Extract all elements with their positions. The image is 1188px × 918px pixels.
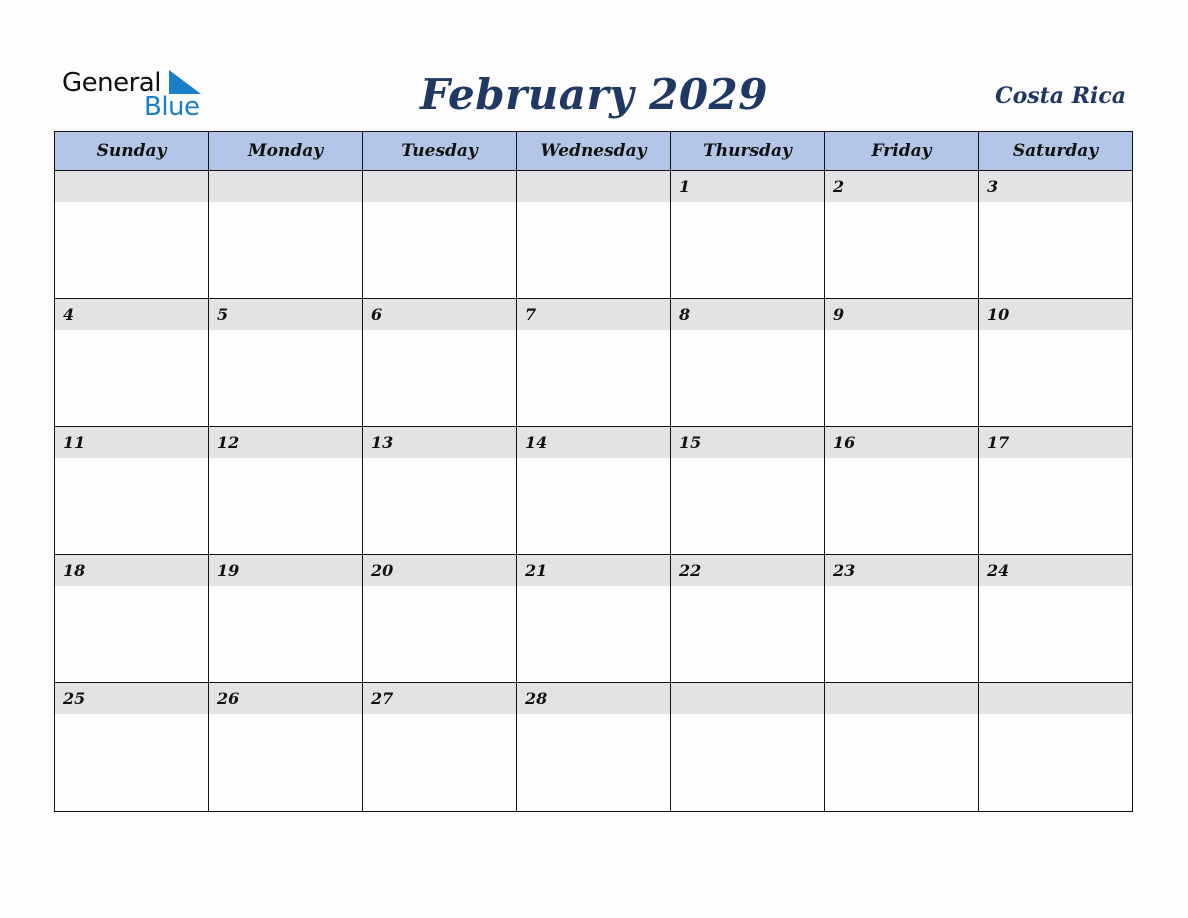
- day-number: 7: [517, 299, 670, 330]
- day-cell[interactable]: [517, 683, 671, 811]
- day-number: 28: [517, 683, 670, 714]
- day-cell[interactable]: [209, 171, 363, 298]
- day-number: 13: [363, 427, 516, 458]
- day-number: 17: [979, 427, 1132, 458]
- day-number: [979, 683, 1132, 714]
- day-number: [55, 171, 208, 202]
- day-cell[interactable]: [979, 683, 1132, 811]
- day-number: 1: [671, 171, 824, 202]
- day-number: 23: [825, 555, 978, 586]
- day-cell[interactable]: [671, 299, 825, 426]
- day-cell[interactable]: [363, 299, 517, 426]
- day-cell[interactable]: [209, 683, 363, 811]
- day-cell[interactable]: [209, 555, 363, 682]
- day-number: 10: [979, 299, 1132, 330]
- week-row: [55, 299, 1132, 427]
- day-number: 8: [671, 299, 824, 330]
- day-number: 2: [825, 171, 978, 202]
- day-cell[interactable]: [825, 555, 979, 682]
- day-cell[interactable]: [517, 299, 671, 426]
- day-cell[interactable]: [363, 683, 517, 811]
- day-cell[interactable]: [517, 555, 671, 682]
- day-cell[interactable]: [209, 299, 363, 426]
- day-number: 20: [363, 555, 516, 586]
- day-number: 11: [55, 427, 208, 458]
- country-label: Costa Rica: [995, 83, 1126, 109]
- weekday-tuesday: Tuesday: [363, 132, 517, 170]
- day-number: [671, 683, 824, 714]
- day-cell[interactable]: [671, 683, 825, 811]
- day-number: 27: [363, 683, 516, 714]
- day-cell[interactable]: [209, 427, 363, 554]
- day-number: 18: [55, 555, 208, 586]
- day-cell[interactable]: [363, 555, 517, 682]
- day-number: 16: [825, 427, 978, 458]
- day-number: 6: [363, 299, 516, 330]
- weekday-monday: Monday: [209, 132, 363, 170]
- day-cell[interactable]: [979, 299, 1132, 426]
- day-cell[interactable]: [363, 171, 517, 298]
- day-cell[interactable]: [55, 555, 209, 682]
- day-cell[interactable]: [517, 427, 671, 554]
- day-cell[interactable]: [671, 555, 825, 682]
- day-number: [517, 171, 670, 202]
- day-number: 4: [55, 299, 208, 330]
- day-cell[interactable]: [825, 299, 979, 426]
- logo-text-blue: Blue: [144, 92, 200, 122]
- logo-text-general: General: [62, 68, 161, 98]
- day-number: 15: [671, 427, 824, 458]
- day-number: 24: [979, 555, 1132, 586]
- weekday-header-row: [55, 132, 1132, 171]
- day-number: 14: [517, 427, 670, 458]
- day-number: 9: [825, 299, 978, 330]
- day-cell[interactable]: [825, 171, 979, 298]
- day-cell[interactable]: [979, 427, 1132, 554]
- day-number: [825, 683, 978, 714]
- weekday-saturday: Saturday: [1012, 141, 1099, 161]
- day-cell[interactable]: [979, 171, 1132, 298]
- day-number: 21: [517, 555, 670, 586]
- weekday-wednesday: Wednesday: [517, 132, 671, 170]
- day-number: 22: [671, 555, 824, 586]
- day-number: 19: [209, 555, 362, 586]
- day-cell[interactable]: [55, 299, 209, 426]
- day-number: [209, 171, 362, 202]
- day-cell[interactable]: [517, 171, 671, 298]
- day-cell[interactable]: [363, 427, 517, 554]
- week-row: [55, 683, 1132, 811]
- weekday-friday: Friday: [825, 132, 979, 170]
- calendar-title: February 2029: [419, 70, 769, 119]
- day-number: 3: [979, 171, 1132, 202]
- week-row: [55, 427, 1132, 555]
- day-cell[interactable]: [979, 555, 1132, 682]
- day-cell[interactable]: [671, 427, 825, 554]
- week-row: [55, 555, 1132, 683]
- day-cell[interactable]: [55, 171, 209, 298]
- day-cell[interactable]: [671, 171, 825, 298]
- day-number: [363, 171, 516, 202]
- weekday-thursday: Thursday: [671, 132, 825, 170]
- day-cell[interactable]: [825, 683, 979, 811]
- day-number: 26: [209, 683, 362, 714]
- week-row: [55, 171, 1132, 299]
- calendar-grid: [54, 131, 1133, 812]
- day-number: 5: [209, 299, 362, 330]
- day-cell[interactable]: [55, 427, 209, 554]
- day-cell[interactable]: [825, 427, 979, 554]
- day-cell[interactable]: [55, 683, 209, 811]
- day-number: 25: [55, 683, 208, 714]
- weekday-sunday: Sunday: [55, 132, 209, 170]
- day-number: 12: [209, 427, 362, 458]
